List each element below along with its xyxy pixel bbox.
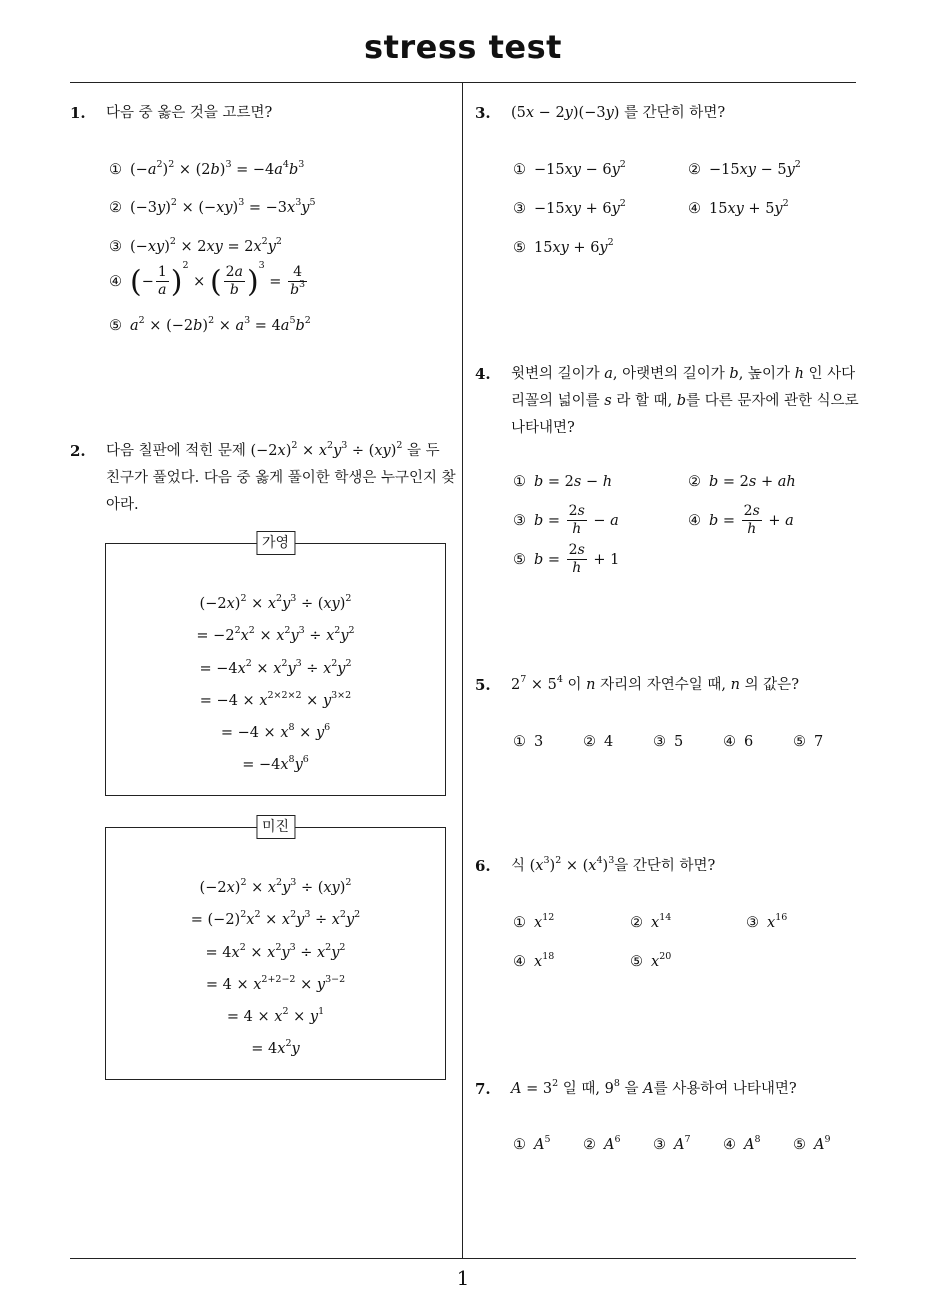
q5-choice-2[interactable]: ② 4	[583, 734, 614, 750]
q1-choice-2[interactable]: ② $(-3y)^2 \times (-xy)^3 = -3x^3y^5$	[109, 197, 316, 216]
page-title: stress test	[364, 28, 562, 66]
solution-steps: $(-2x)^2 \times x^2y^3 \div (xy)^2$ = $-2^2x^2 \times x^2y^3 \div x^2y^2$ = $-4x^2 \times x^2y^3 \div x^2y^2$ = $-4 \times x^{2\times 2\times 2} \times y^{3\times 2}$ = $-4 \times x^8 \times y^6$ = $-4x^8y^6$	[196, 593, 355, 774]
q1-choice-5[interactable]: ⑤ $a^2 \times (-2b)^2 \times a^3 = 4a^5b^2$	[109, 315, 311, 334]
q4-choice-4[interactable]: ④ b = $\frac{2s}{h}$ + a	[688, 503, 794, 537]
question-text: 를 간단히 하면?	[624, 105, 726, 121]
q3-choice-2[interactable]: ② $-15xy - 5y^2$	[688, 159, 801, 178]
q5-choice-5[interactable]: ⑤ 7	[793, 734, 824, 750]
question-6: 6. 식 $(x^3)^2 \times (x^4)^3$을 간단히 하면?	[475, 853, 860, 880]
question-4: 4. 윗변의 길이가 a, 아랫변의 길이가 b, 높이가 h 인 사다리꼴의 넓이를 s 라 할 때, b를 다른 문자에 관한 식으로 나타내면?	[475, 361, 860, 442]
question-text: 다음 칠판에 적힌 문제	[106, 443, 246, 459]
question-number: 4.	[475, 365, 491, 383]
solution-box-gayoung	[105, 535, 446, 796]
q4-choice-5[interactable]: ⑤ b = $\frac{2s}{h}$ + 1	[513, 542, 620, 576]
question-number: 5.	[475, 676, 491, 694]
q5-choice-4[interactable]: ④ 6	[723, 734, 754, 750]
question-5: 5. $2^7 \times 5^4$ 이 n 자리의 자연수일 때, n 의 값은?	[475, 672, 860, 699]
question-text: 을 두 친구가 풀었다. 다음 중 옳게 풀이한 학생은 누구인지 찾아라.	[106, 443, 456, 513]
question-number: 7.	[475, 1080, 491, 1098]
q4-choice-2[interactable]: ② b = 2s + ah	[688, 474, 796, 490]
question-3: 3. (5x − 2y)(−3y) 를 간단히 하면?	[475, 100, 860, 127]
q7-choice-4[interactable]: ④ $A^8$	[723, 1134, 761, 1153]
q6-choice-1[interactable]: ① $x^{12}$	[513, 912, 555, 931]
page-number: 1	[456, 1266, 470, 1290]
q1-choice-4[interactable]: ④ (− $\frac{1}{a}$ )$^2$ × ( $\frac{2a}{b}$ )$^3$ = $\frac{4}{b^3}$	[109, 259, 306, 299]
question-number: 6.	[475, 857, 491, 875]
question-1	[70, 100, 450, 127]
question-text: 다음 중 옳은 것을 고르면?	[106, 105, 273, 121]
q6-choice-3[interactable]: ③ $x^{16}$	[746, 912, 788, 931]
q3-choice-3[interactable]: ③ $-15xy + 6y^2$	[513, 198, 626, 217]
q1-choice-3[interactable]: ③ $(-xy)^2 \times 2xy = 2x^2y^2$	[109, 236, 282, 255]
q7-choice-1[interactable]: ① $A^5$	[513, 1134, 551, 1153]
q7-choice-3[interactable]: ③ $A^7$	[653, 1134, 691, 1153]
box-label: 미진	[256, 815, 295, 839]
q7-choice-5[interactable]: ⑤ $A^9$	[793, 1134, 831, 1153]
q6-choice-5[interactable]: ⑤ $x^{20}$	[630, 951, 672, 970]
q7-choice-2[interactable]: ② $A^6$	[583, 1134, 621, 1153]
q3-choice-1[interactable]: ① $-15xy - 6y^2$	[513, 159, 626, 178]
question-2: 2. 다음 칠판에 적힌 문제 $(-2x)^2 \times x^2y^3 \div (xy)^2$ 을 두 친구가 풀었다. 다음 중 옳게 풀이한 학생은 누구인지 찾아라.	[70, 440, 456, 513]
q6-choice-4[interactable]: ④ $x^{18}$	[513, 951, 555, 970]
q5-choice-1[interactable]: ① 3	[513, 734, 544, 750]
q5-choice-3[interactable]: ③ 5	[653, 734, 684, 750]
q4-choice-1[interactable]: ① b = 2s − h	[513, 474, 613, 490]
question-number: 2.	[70, 442, 86, 460]
question-number: 3.	[475, 104, 491, 122]
q4-choice-3[interactable]: ③ b = $\frac{2s}{h}$ − a	[513, 503, 619, 537]
footer-rule	[70, 1258, 856, 1259]
question-number: 1.	[70, 104, 86, 122]
solution-box-mijin	[105, 819, 446, 1080]
solution-steps: $(-2x)^2 \times x^2y^3 \div (xy)^2$ = $(-2)^2x^2 \times x^2y^3 \div x^2y^2$ = $4x^2 \times x^2y^3 \div x^2y^2$ = $4 \times x^{2+2-2} \times y^{3-2}$ = $4 \times x^2 \times y^1$ = $4x^2y$	[190, 877, 361, 1058]
q6-choice-2[interactable]: ② $x^{14}$	[630, 912, 672, 931]
q3-choice-4[interactable]: ④ $15xy + 5y^2$	[688, 198, 789, 217]
box-label: 가영	[256, 531, 295, 555]
header-rule	[70, 82, 856, 83]
column-divider	[462, 83, 463, 1259]
q3-choice-5[interactable]: ⑤ $15xy + 6y^2$	[513, 237, 614, 256]
question-7: 7. $A = 3^2$ 일 때, $9^8$ 을 A를 사용하여 나타내면?	[475, 1076, 860, 1103]
q1-choice-1[interactable]: ① $(-a^2)^2 \times (2b)^3 = -4a^4b^3$	[109, 159, 305, 178]
